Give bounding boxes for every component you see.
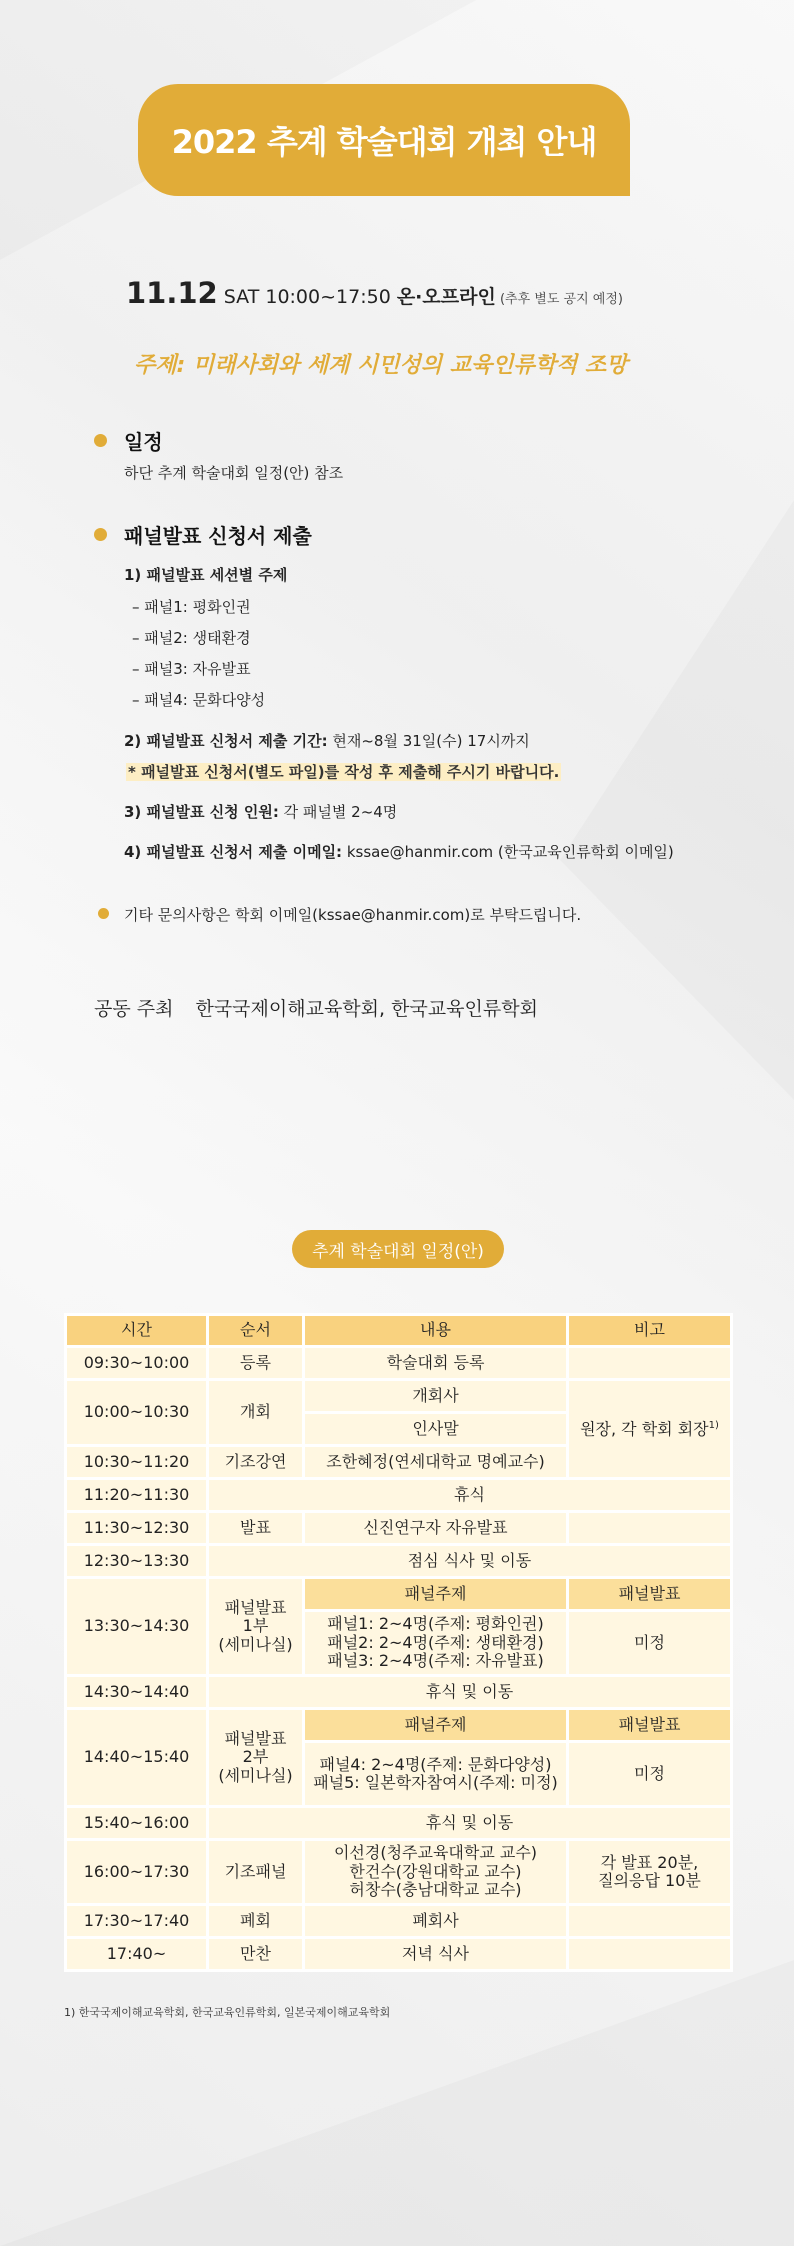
header-cell: 비고 <box>568 1315 732 1347</box>
order-cell: 폐회 <box>208 1905 304 1938</box>
note-cell: 미정 <box>568 1742 732 1807</box>
note-cell <box>568 1380 732 1479</box>
content-cell: 패널1: 2~4명(주제: 평화인권) 패널2: 2~4명(주제: 생태환경) 패널3: 2~4명(주제: 자유발표) <box>304 1611 568 1676</box>
host-line <box>94 994 538 1021</box>
panel-item3-value: 각 패널별 2~4명 <box>278 803 398 821</box>
time-cell: 09:30~10:00 <box>66 1347 208 1380</box>
order-cell: 개회 <box>208 1380 304 1446</box>
order-cell: 기조강연 <box>208 1446 304 1479</box>
table-row <box>66 1676 732 1709</box>
host-label: 공동 주최 <box>94 998 174 1020</box>
table-row <box>66 1380 732 1413</box>
panel-item4 <box>124 841 674 862</box>
time-cell: 14:40~15:40 <box>66 1709 208 1807</box>
table-row <box>66 1807 732 1840</box>
panel-item3 <box>124 801 397 822</box>
content-cell: 학술대회 등록 <box>304 1347 568 1380</box>
order-cell: 발표 <box>208 1512 304 1545</box>
event-mode: 온·오프라인 <box>396 286 496 308</box>
panel-topic: – 패널2: 생태환경 <box>132 629 251 647</box>
table-header-row <box>66 1315 732 1347</box>
table-row <box>66 1347 732 1380</box>
note-cell <box>568 1905 732 1938</box>
sub-header-cell: 패널발표 <box>568 1578 732 1611</box>
schedule-pill: 추계 학술대회 일정(안) <box>292 1230 504 1268</box>
content-cell: 조한혜정(연세대학교 명예교수) <box>304 1446 568 1479</box>
order-cell: 등록 <box>208 1347 304 1380</box>
note-cell: 각 발표 20분, 질의응답 10분 <box>568 1840 732 1905</box>
page-title: 2022 추계 학술대회 개최 안내 <box>138 84 630 196</box>
panel-topic: – 패널3: 자유발표 <box>132 660 251 678</box>
note-cell <box>568 1347 732 1380</box>
table-row <box>66 1840 732 1905</box>
note-cell <box>568 1512 732 1545</box>
header-cell: 시간 <box>66 1315 208 1347</box>
table-row <box>66 1905 732 1938</box>
event-day-time: SAT 10:00~17:50 <box>217 286 397 308</box>
content-cell: 패널4: 2~4명(주제: 문화다양성) 패널5: 일본학자참여시(주제: 미정) <box>304 1742 568 1807</box>
time-cell: 10:30~11:20 <box>66 1446 208 1479</box>
panel-topic: – 패널1: 평화인권 <box>132 598 251 616</box>
order-cell: 패널발표 2부 (세미나실) <box>208 1709 304 1807</box>
background-facet <box>0 1960 794 2246</box>
order-cell: 기조패널 <box>208 1840 304 1905</box>
bullet-dot <box>94 434 107 447</box>
content-cell: 점심 식사 및 이동 <box>208 1545 732 1578</box>
host-value: 한국국제이해교육학회, 한국교육인류학회 <box>195 998 538 1020</box>
table-row <box>66 1545 732 1578</box>
note-cell: 미정 <box>568 1611 732 1676</box>
panel-item2-label: 2) 패널발표 신청서 제출 기간: <box>124 732 328 750</box>
bullet-dot <box>98 908 109 919</box>
panel-heading: 패널발표 신청서 제출 <box>124 524 312 548</box>
time-cell: 15:40~16:00 <box>66 1807 208 1840</box>
panel-note-highlight: * 패널발표 신청서(별도 파일)를 작성 후 제출해 주시기 바랍니다. <box>128 763 560 781</box>
event-mode-note: (추후 별도 공지 예정) <box>495 292 623 307</box>
time-cell: 16:00~17:30 <box>66 1840 208 1905</box>
sub-header-cell: 패널발표 <box>568 1709 732 1742</box>
schedule-heading: 일정 <box>124 430 163 454</box>
time-cell: 12:30~13:30 <box>66 1545 208 1578</box>
panel-item4-label: 4) 패널발표 신청서 제출 이메일: <box>124 843 343 861</box>
table-row <box>66 1709 732 1742</box>
time-cell: 17:30~17:40 <box>66 1905 208 1938</box>
event-date: 11.12 <box>126 276 218 310</box>
content-cell: 신진연구자 자유발표 <box>304 1512 568 1545</box>
time-cell: 11:30~12:30 <box>66 1512 208 1545</box>
content-cell: 휴식 및 이동 <box>208 1676 732 1709</box>
panel-item2 <box>124 730 530 751</box>
bullet-dot <box>94 528 107 541</box>
event-theme: 주제: 미래사회와 세계 시민성의 교육인류학적 조망 <box>134 353 628 378</box>
inquiry-text: 기타 문의사항은 학회 이메일(kssae@hanmir.com)로 부탁드립니다. <box>124 906 582 924</box>
content-cell: 개회사 <box>304 1380 568 1413</box>
sub-header-cell: 패널주제 <box>304 1709 568 1742</box>
table-row <box>66 1479 732 1512</box>
event-datetime <box>126 276 623 310</box>
time-cell: 11:20~11:30 <box>66 1479 208 1512</box>
order-cell: 패널발표 1부 (세미나실) <box>208 1578 304 1676</box>
content-cell: 휴식 및 이동 <box>208 1807 732 1840</box>
content-cell: 이선경(청주교육대학교 교수) 한건수(강원대학교 교수) 허창수(충남대학교 교수) <box>304 1840 568 1905</box>
panel-item2-note <box>126 761 561 782</box>
time-cell: 10:00~10:30 <box>66 1380 208 1446</box>
footnote: 1) 한국국제이해교육학회, 한국교육인류학회, 일본국제이해교육학회 <box>64 2006 391 2019</box>
time-cell: 14:30~14:40 <box>66 1676 208 1709</box>
background-facet <box>560 500 794 1100</box>
header-cell: 내용 <box>304 1315 568 1347</box>
table-row <box>66 1578 732 1611</box>
content-cell: 휴식 <box>208 1479 732 1512</box>
table-row <box>66 1512 732 1545</box>
time-cell: 13:30~14:30 <box>66 1578 208 1676</box>
content-cell: 인사말 <box>304 1413 568 1446</box>
order-cell: 만찬 <box>208 1938 304 1971</box>
note-text: 원장, 각 학회 회장 <box>580 1418 709 1438</box>
panel-item1-title <box>124 564 287 585</box>
panel-item3-label: 3) 패널발표 신청 인원: <box>124 803 279 821</box>
content-cell: 폐회사 <box>304 1905 568 1938</box>
footnote-ref: 1) <box>708 1419 719 1431</box>
time-cell: 17:40~ <box>66 1938 208 1971</box>
note-cell <box>568 1938 732 1971</box>
panel-item1-label: 1) 패널발표 세션별 주제 <box>124 566 288 584</box>
panel-topic: – 패널4: 문화다양성 <box>132 691 266 709</box>
table-row <box>66 1938 732 1971</box>
panel-item4-email: kssae@hanmir.com (한국교육인류학회 이메일) <box>342 843 674 861</box>
header-cell: 순서 <box>208 1315 304 1347</box>
panel-item2-value: 현재~8월 31일(수) 17시까지 <box>327 732 530 750</box>
sub-header-cell: 패널주제 <box>304 1578 568 1611</box>
content-cell: 저녁 식사 <box>304 1938 568 1971</box>
schedule-text: 하단 추계 학술대회 일정(안) 참조 <box>124 464 344 482</box>
schedule-table <box>64 1313 733 1972</box>
